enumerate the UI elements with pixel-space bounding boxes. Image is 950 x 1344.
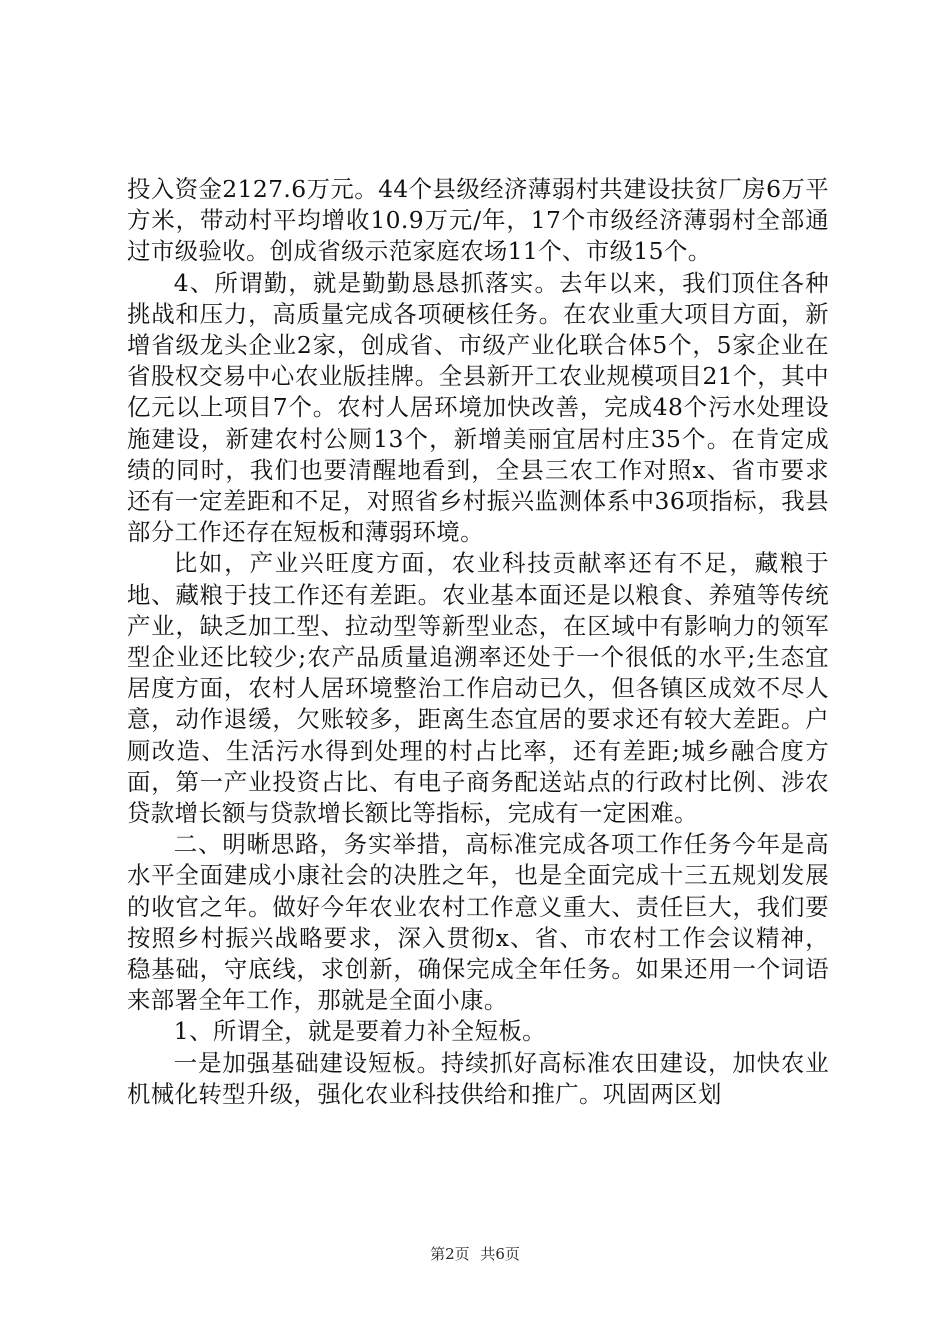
paragraph-funding-summary: 投入资金2127.6万元。44个县级经济薄弱村共建设扶贫厂房6万平方米，带动村平均增收10.9万元/年，17个市级经济薄弱村全部通过市级验收。创成省级示范家庭农场11个、市级15个。 bbox=[127, 175, 829, 266]
page-number: 第2页 bbox=[430, 1245, 470, 1263]
paragraph-shortcomings: 比如，产业兴旺度方面，农业科技贡献率还有不足，藏粮于地、藏粮于技工作还有差距。农业基本面还是以粮食、养殖等传统产业，缺乏加工型、拉动型等新型业态，在区域中有影响力的领军型企业还比较少;农产品质量追溯率还处于一个很低的水平;生态宜居度方面，农村人居环境整治工作启动已久，但各镇区成效不尽人意，动作退缓，欠账较多，距离生态宜居的要求还有较大差距。户厕改造、生活污水得到处理的村占比率，还有差距;城乡融合度方面，第一产业投资占比、有电子商务配送站点的行政村比例、涉农贷款增长额与贷款增长额比等指标，完成有一定困难。 bbox=[127, 549, 829, 828]
page-footer bbox=[0, 1244, 950, 1264]
page-total: 共6页 bbox=[480, 1245, 520, 1263]
paragraph-comprehensive-heading: 1、所谓全，就是要着力补全短板。 bbox=[173, 1017, 546, 1046]
paragraph-diligence-section: 4、所谓勤，就是勤勤恳恳抓落实。去年以来，我们顶住各种挑战和压力，高质量完成各项硬核任务。在农业重大项目方面，新增省级龙头企业2家，创成省、市级产业化联合体5个，5家企业在省股权交易中心农业版挂牌。全县新开工农业规模项目21个，其中亿元以上项目7个。农村人居环境加快改善，完成48个污水处理设施建设，新建农村公厕13个，新增美丽宜居村庄35个。在肯定成绩的同时，我们也要清醒地看到，全县三农工作对照x、省市要求还有一定差距和不足，对照省乡村振兴监测体系中36项指标，我县部分工作还存在短板和薄弱环境。 bbox=[127, 268, 829, 547]
paragraph-section-two-heading: 二、明晰思路，务实举措，高标准完成各项工作任务今年是高水平全面建成小康社会的决胜之年，也是全面完成十三五规划发展的收官之年。做好今年农业农村工作意义重大、责任巨大，我们要按照乡村振兴战略要求，深入贯彻x、省、市农村工作会议精神，稳基础，守底线，求创新，确保完成全年任务。如果还用一个词语来部署全年工作，那就是全面小康。 bbox=[127, 830, 829, 1015]
paragraph-infrastructure: 一是加强基础建设短板。持续抓好高标准农田建设，加快农业机械化转型升级，强化农业科技供给和推广。巩固两区划 bbox=[127, 1048, 829, 1108]
document-body bbox=[127, 174, 829, 1110]
